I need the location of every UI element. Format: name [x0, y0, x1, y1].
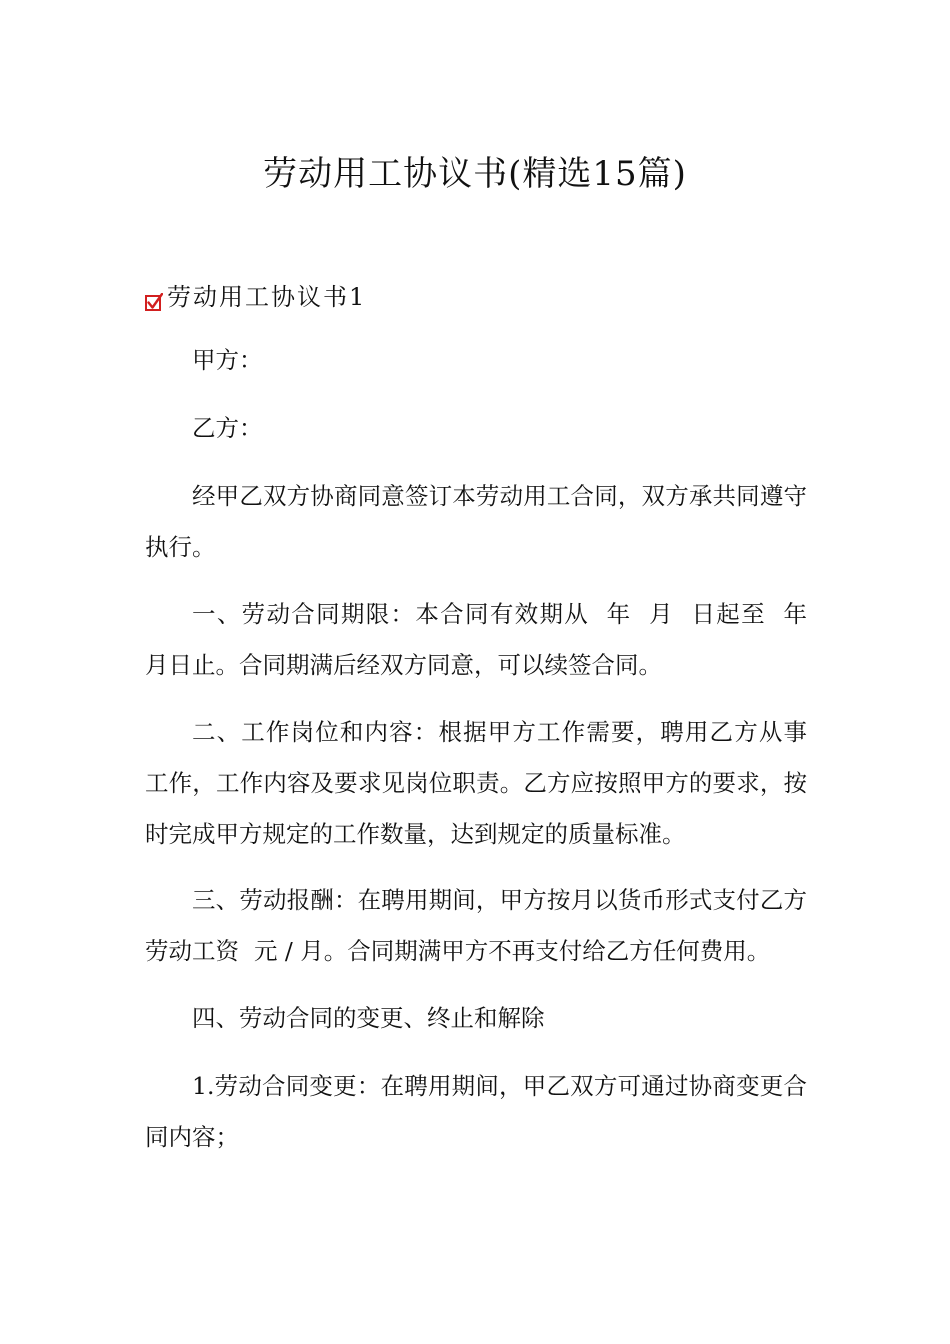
clause-remuneration: 三、劳动报酬：在聘用期间，甲方按月以货币形式支付乙方劳动工资 元 / 月。合同期满甲方不再支付给乙方任何费用。: [145, 886, 807, 965]
document-title: 劳动用工协议书(精选15篇): [263, 154, 687, 194]
intro-paragraph: 经甲乙双方协商同意签订本劳动用工合同，双方承共同遵守执行。: [145, 482, 807, 561]
clause-change-heading: 四、劳动合同的变更、终止和解除: [192, 1004, 545, 1032]
clause-term: 一、劳动合同期限：本合同有效期从 年 月 日起至 年 月日止。合同期满后经双方同意，可以续签合同。: [145, 600, 822, 679]
party-b-line: 乙方：: [192, 414, 263, 442]
checked-box-icon: [145, 289, 163, 307]
section-heading: [145, 276, 366, 312]
clause-change-item-1: 1.劳动合同变更：在聘用期间，甲乙双方可通过协商变更合同内容；: [145, 1072, 807, 1151]
clause-position: 二、工作岗位和内容：根据甲方工作需要，聘用乙方从事 工作，工作内容及要求见岗位职责。乙方应按照甲方的要求，按时完成甲方规定的工作数量，达到规定的质量标准。: [145, 718, 822, 848]
section-heading-text: 劳动用工协议书1: [167, 282, 367, 311]
party-a-line: 甲方：: [192, 346, 263, 374]
